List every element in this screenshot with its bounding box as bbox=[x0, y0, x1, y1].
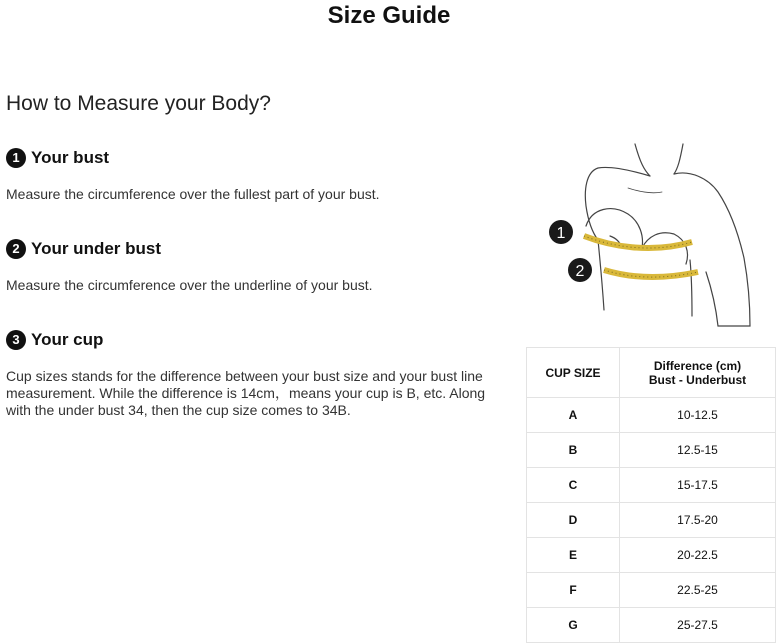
difference-header-line2: Bust - Underbust bbox=[648, 372, 747, 387]
table-row bbox=[527, 608, 776, 643]
step-number-badge: 2 bbox=[6, 239, 26, 259]
step-bust-description: Measure the circumference over the fullest part of your bust. bbox=[6, 186, 380, 202]
step-bust-heading bbox=[6, 147, 109, 169]
step-number-badge: 3 bbox=[6, 330, 26, 350]
difference-cell: 10-12.5 bbox=[620, 398, 776, 433]
step-cup-heading bbox=[6, 329, 103, 351]
step-heading-label: Your bust bbox=[31, 148, 110, 167]
cup-size-cell: F bbox=[527, 573, 620, 608]
body-measurement-illustration bbox=[540, 140, 772, 340]
step-underbust-heading bbox=[6, 238, 161, 260]
difference-cell: 22.5-25 bbox=[620, 573, 776, 608]
difference-cell: 17.5-20 bbox=[620, 503, 776, 538]
table-row bbox=[527, 468, 776, 503]
table-row bbox=[527, 503, 776, 538]
step-cup-description: Cup sizes stands for the difference between your bust size and your bust line measurement. While the difference is 14cm，means your cup is B, etc. Along with the under bust 34, then the cup size comes to 34B. bbox=[6, 368, 486, 418]
difference-cell: 15-17.5 bbox=[620, 468, 776, 503]
cup-size-cell: E bbox=[527, 538, 620, 573]
section-heading: How to Measure your Body? bbox=[6, 92, 271, 115]
step-heading-label: Your under bust bbox=[31, 239, 162, 258]
cup-size-cell: G bbox=[527, 608, 620, 643]
marker-2-label: 2 bbox=[575, 263, 585, 280]
cup-size-cell: A bbox=[527, 398, 620, 433]
marker-1-label: 1 bbox=[556, 225, 566, 242]
table-row bbox=[527, 573, 776, 608]
difference-header bbox=[620, 348, 776, 398]
table-header-row bbox=[527, 348, 776, 398]
cup-size-cell: B bbox=[527, 433, 620, 468]
difference-cell: 20-22.5 bbox=[620, 538, 776, 573]
step-number-badge: 1 bbox=[6, 148, 26, 168]
step-heading-label: Your cup bbox=[31, 330, 104, 349]
cup-size-header: CUP SIZE bbox=[527, 348, 620, 398]
step-underbust-description: Measure the circumference over the underline of your bust. bbox=[6, 277, 373, 293]
marker-1-badge bbox=[549, 220, 573, 244]
difference-header-line1: Difference (cm) bbox=[653, 358, 742, 373]
cup-size-table bbox=[526, 347, 776, 643]
page-title: Size Guide bbox=[327, 2, 451, 29]
cup-size-cell: D bbox=[527, 503, 620, 538]
difference-cell: 12.5-15 bbox=[620, 433, 776, 468]
marker-2-badge bbox=[568, 258, 592, 282]
difference-cell: 25-27.5 bbox=[620, 608, 776, 643]
table-row bbox=[527, 398, 776, 433]
table-row bbox=[527, 538, 776, 573]
cup-size-cell: C bbox=[527, 468, 620, 503]
table-row bbox=[527, 433, 776, 468]
